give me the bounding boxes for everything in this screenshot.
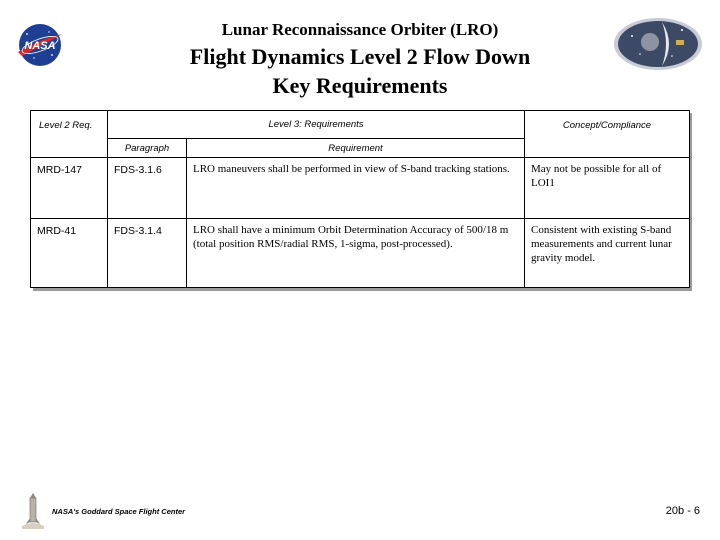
svg-text:NASA: NASA (24, 40, 56, 52)
compliance-cell: Consistent with existing S-band measurements and current lunar gravity model. (525, 219, 690, 288)
header-level3: Level 3: Requirements (108, 111, 525, 139)
header-paragraph: Paragraph (108, 139, 187, 158)
slide-title-line1: Flight Dynamics Level 2 Flow Down (189, 44, 531, 69)
page-number: 20b - 6 (665, 505, 700, 517)
header-level2: Level 2 Req. (31, 111, 108, 158)
table-header-row (31, 111, 690, 139)
goddard-center-label: NASA's Goddard Space Flight Center (52, 507, 186, 516)
level2-cell: MRD-41 (31, 219, 108, 288)
header-concept: Concept/Compliance (525, 111, 690, 158)
rocket-launch-icon (18, 492, 48, 530)
table-row (31, 158, 690, 219)
lro-mission-logo (612, 16, 704, 72)
paragraph-cell: FDS-3.1.6 (108, 158, 187, 219)
header-requirement: Requirement (187, 139, 525, 158)
requirement-cell: LRO shall have a minimum Orbit Determination Accuracy of 500/18 m (total position RMS/radial RMS, 1-sigma, post-processed). (187, 219, 525, 288)
paragraph-cell: FDS-3.1.4 (108, 219, 187, 288)
slide-title-line2: Key Requirements (272, 73, 448, 98)
requirements-table (30, 110, 690, 288)
compliance-cell: May not be possible for all of LOI1 (525, 158, 690, 219)
level2-cell: MRD-147 (31, 158, 108, 219)
table-row (31, 219, 690, 288)
slide-subtitle: Lunar Reconnaissance Orbiter (LRO) (221, 20, 499, 39)
requirement-cell: LRO maneuvers shall be performed in view of S-band tracking stations. (187, 158, 525, 219)
